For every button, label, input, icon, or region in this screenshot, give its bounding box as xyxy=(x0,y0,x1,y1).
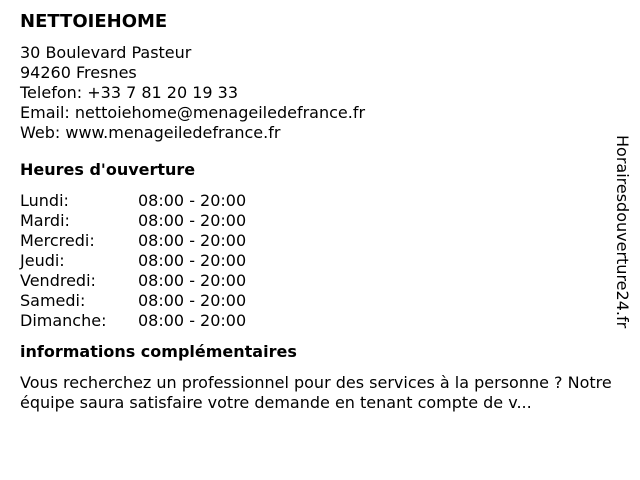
day-label: Vendredi: xyxy=(20,271,96,290)
hours-row xyxy=(20,271,246,291)
hours-row xyxy=(20,311,246,331)
business-card xyxy=(20,10,620,413)
day-label: Jeudi: xyxy=(20,251,65,270)
hours-row xyxy=(20,231,246,251)
hours-row xyxy=(20,251,246,271)
day-label: Mardi: xyxy=(20,211,70,230)
hours-row xyxy=(20,191,246,211)
time-range: 08:00 - 20:00 xyxy=(138,211,247,230)
business-name: NETTOIEHOME xyxy=(20,11,168,32)
additional-info-heading: informations complémentaires xyxy=(20,342,297,361)
hours-row xyxy=(20,291,246,311)
time-range: 08:00 - 20:00 xyxy=(138,191,247,210)
day-label: Samedi: xyxy=(20,291,86,310)
day-label: Lundi: xyxy=(20,191,69,210)
address-street: 30 Boulevard Pasteur xyxy=(20,43,192,62)
time-range: 08:00 - 20:00 xyxy=(138,271,247,290)
time-range: 08:00 - 20:00 xyxy=(138,231,247,250)
day-label: Mercredi: xyxy=(20,231,95,250)
time-range: 08:00 - 20:00 xyxy=(138,251,247,270)
website-address: Web: www.menageiledefrance.fr xyxy=(20,123,281,142)
time-range: 08:00 - 20:00 xyxy=(138,291,247,310)
opening-hours-table xyxy=(20,191,246,331)
opening-hours-heading: Heures d'ouverture xyxy=(20,160,196,179)
day-label: Dimanche: xyxy=(20,311,107,330)
time-range: 08:00 - 20:00 xyxy=(138,311,247,330)
address-city: 94260 Fresnes xyxy=(20,63,137,82)
email-address: Email: nettoiehome@menageiledefrance.fr xyxy=(20,103,366,122)
business-description: Vous recherchez un professionnel pour des services à la personne ? Notre équipe saura satisfaire votre demande en tenant compte de v... xyxy=(20,373,612,412)
site-watermark: Horairesdouverture24.fr xyxy=(613,135,632,329)
phone-number: Telefon: +33 7 81 20 19 33 xyxy=(20,83,239,102)
hours-row xyxy=(20,211,246,231)
